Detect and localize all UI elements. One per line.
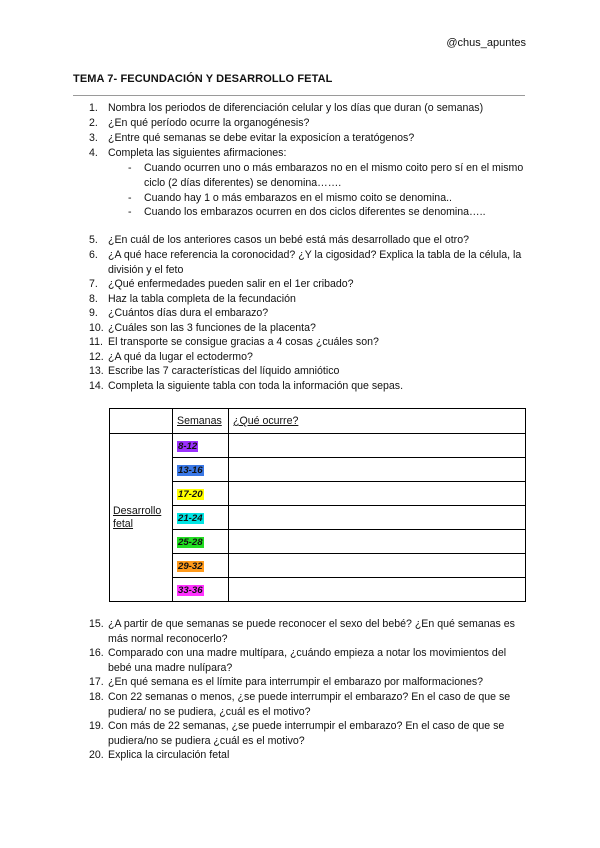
table-row <box>110 458 526 482</box>
item-text: Completa la siguiente tabla con toda la información que sepas. <box>108 380 404 392</box>
item-number: 4. <box>89 147 98 159</box>
sub-item-text: Cuando los embarazos ocurren en dos ciclos diferentes se denomina….. <box>144 206 486 218</box>
item-number: 16. <box>89 647 104 659</box>
weeks-badge: 8-12 <box>178 440 198 452</box>
item-text: ¿A partir de que semanas se puede reconocer el sexo del bebé? ¿En qué semanas es más normal reconocerlo? <box>108 618 515 645</box>
item-text: Haz la tabla completa de la fecundación <box>108 293 296 305</box>
table-row <box>110 506 526 530</box>
weeks-badge: 17-20 <box>178 488 203 500</box>
list-item <box>89 690 529 720</box>
list-item <box>89 292 529 307</box>
weeks-badge: 33-36 <box>178 584 203 596</box>
item-text: Con 22 semanas o menos, ¿se puede interrumpir el embarazo? En el caso de que se pudiera/ no se pudiera, ¿cuál es el motivo? <box>108 691 511 718</box>
item-text: Explica la circulación fetal <box>108 749 230 761</box>
item-number: 3. <box>89 132 98 144</box>
weeks-badge: 13-16 <box>178 464 203 476</box>
list-item <box>89 101 529 116</box>
item-number: 13. <box>89 365 104 377</box>
table-row <box>110 434 526 458</box>
item-text: ¿A qué hace referencia la coronocidad? ¿Y la cigosidad? Explica la tabla de la célula, la división y el feto <box>108 249 522 276</box>
weeks-cell <box>173 554 229 578</box>
answer-cell[interactable] <box>229 434 526 458</box>
answer-cell[interactable] <box>229 578 526 602</box>
item-text: ¿Qué enfermedades pueden salir en el 1er cribado? <box>108 278 354 290</box>
item-number: 18. <box>89 691 104 703</box>
item-number: 10. <box>89 322 104 334</box>
item-text: El transporte se consigue gracias a 4 cosas ¿cuáles son? <box>108 336 379 348</box>
list-item <box>89 335 529 350</box>
item-text: ¿En qué período ocurre la organogénesis? <box>108 117 310 129</box>
item-text: ¿A qué da lugar el ectodermo? <box>108 351 253 363</box>
item-number: 1. <box>89 102 98 114</box>
item-number: 9. <box>89 307 98 319</box>
table-corner-cell <box>110 409 173 434</box>
list-item <box>89 646 529 676</box>
sub-item <box>128 205 528 220</box>
list-item <box>89 617 529 647</box>
item-number: 15. <box>89 618 104 630</box>
what-happens-column-header: ¿Qué ocurre? <box>229 409 526 434</box>
list-item <box>89 350 529 365</box>
item-number: 17. <box>89 676 104 688</box>
answer-cell[interactable] <box>229 458 526 482</box>
row-group-label: Desarrollo fetal <box>110 434 173 602</box>
answer-cell[interactable] <box>229 482 526 506</box>
answer-cell[interactable] <box>229 530 526 554</box>
weeks-cell <box>173 482 229 506</box>
item-text: Con más de 22 semanas, ¿se puede interrumpir el embarazo? En el caso de que se pudiera/no se pudiera ¿cuál es el motivo? <box>108 720 505 747</box>
item-number: 2. <box>89 117 98 129</box>
weeks-badge: 25-28 <box>178 536 203 548</box>
item-text: Nombra los periodos de diferenciación celular y los días que duran (o semanas) <box>108 102 484 114</box>
author-handle: @chus_apuntes <box>446 37 526 49</box>
item-text: Escribe las 7 características del líquido amniótico <box>108 365 340 377</box>
list-item <box>89 379 529 394</box>
weeks-cell <box>173 434 229 458</box>
item-text: ¿Cuáles son las 3 funciones de la placenta? <box>108 322 316 334</box>
sub-item-text: Cuando ocurren uno o más embarazos no en el mismo coito pero sí en el mismo ciclo (2 días diferentes) se denomina……. <box>144 162 524 189</box>
list-item <box>89 277 529 292</box>
bullet-dash: - <box>128 206 132 218</box>
item-number: 5. <box>89 234 98 246</box>
item-text: ¿Cuántos días dura el embarazo? <box>108 307 269 319</box>
item-number: 7. <box>89 278 98 290</box>
list-item <box>89 748 529 763</box>
weeks-cell <box>173 578 229 602</box>
item-number: 8. <box>89 293 98 305</box>
item-number: 6. <box>89 249 98 261</box>
item-text: Completa las siguientes afirmaciones: <box>108 147 287 159</box>
table-row <box>110 554 526 578</box>
weeks-cell <box>173 530 229 554</box>
weeks-cell <box>173 458 229 482</box>
item-number: 14. <box>89 380 104 392</box>
item-number: 12. <box>89 351 104 363</box>
weeks-badge: 21-24 <box>178 512 203 524</box>
page-title: TEMA 7- FECUNDACIÓN Y DESARROLLO FETAL <box>73 73 333 85</box>
list-item <box>89 233 529 248</box>
weeks-column-header: Semanas <box>173 409 229 434</box>
item-text: Comparado con una madre multípara, ¿cuándo empieza a notar los movimientos del bebé una madre nulípara? <box>108 647 507 674</box>
list-item <box>89 131 529 146</box>
list-item <box>89 321 529 336</box>
list-item <box>89 116 529 131</box>
list-item <box>89 675 529 690</box>
sub-item-text: Cuando hay 1 o más embarazos en el mismo coito se denomina.. <box>144 192 452 204</box>
table-row <box>110 530 526 554</box>
table-header-row <box>110 409 526 434</box>
answer-cell[interactable] <box>229 506 526 530</box>
sub-item <box>128 191 528 206</box>
sub-item <box>128 161 528 191</box>
answer-cell[interactable] <box>229 554 526 578</box>
list-item <box>89 306 529 321</box>
list-item <box>89 719 529 749</box>
item-number: 19. <box>89 720 104 732</box>
item-number: 11. <box>89 336 103 348</box>
list-item <box>89 146 529 161</box>
bullet-dash: - <box>128 192 132 204</box>
table-row <box>110 482 526 506</box>
list-item <box>89 364 529 379</box>
fetal-development-table <box>109 408 526 602</box>
title-divider <box>73 95 525 96</box>
weeks-badge: 29-32 <box>178 560 203 572</box>
item-text: ¿En cuál de los anteriores casos un bebé está más desarrollado que el otro? <box>108 234 469 246</box>
list-item <box>89 248 529 278</box>
bullet-dash: - <box>128 162 132 174</box>
item-number: 20. <box>89 749 104 761</box>
item-text: ¿En qué semana es el límite para interrumpir el embarazo por malformaciones? <box>108 676 484 688</box>
table-row <box>110 578 526 602</box>
item-text: ¿Entre qué semanas se debe evitar la exposicíon a teratógenos? <box>108 132 415 144</box>
weeks-cell <box>173 506 229 530</box>
